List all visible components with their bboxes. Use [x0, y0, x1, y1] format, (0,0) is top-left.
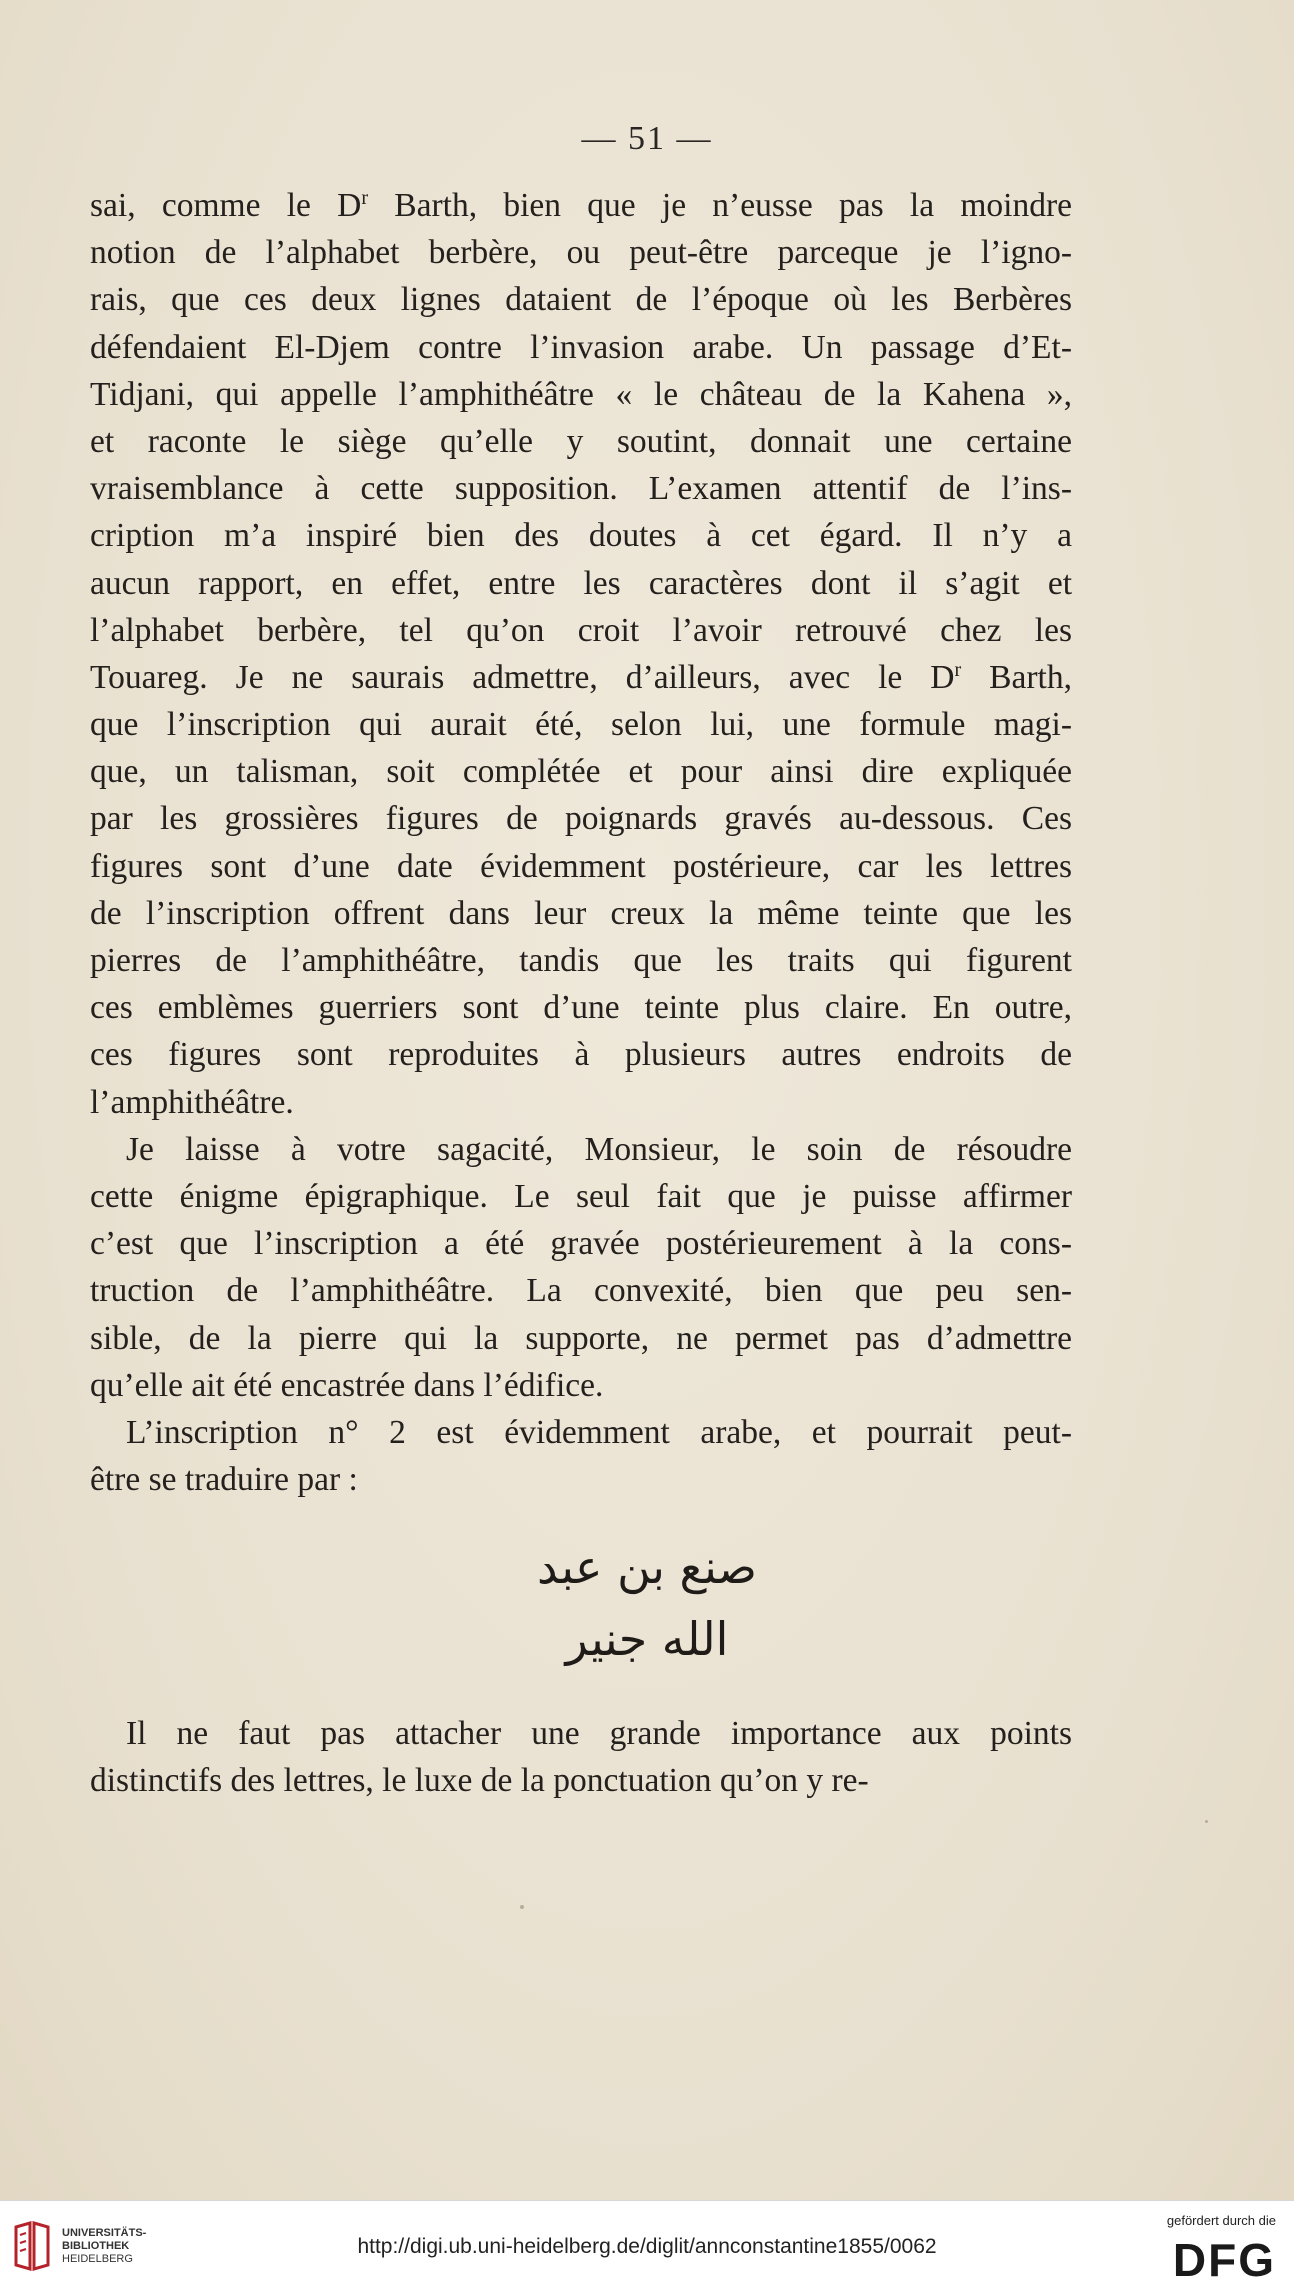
- text-line: et raconte le siège qu’elle y soutint, donnait une certaine: [90, 422, 1072, 460]
- paragraph-1: [90, 182, 1072, 1126]
- body-text-lower: [90, 1710, 1072, 1804]
- text-line: pierres de l’amphithéâtre, tandis que les traits qui figurent: [90, 942, 1072, 979]
- text-line: aucun rapport, en effet, entre les caractères dont il s’agit et: [90, 564, 1072, 602]
- permalink-url[interactable]: http://digi.ub.uni-heidelberg.de/diglit/annconstantine1855/0062: [357, 2235, 937, 2258]
- paragraph-3: [90, 1409, 1072, 1503]
- text-line: Il ne faut pas attacher une grande importance aux points: [126, 1715, 1072, 1752]
- funded-by-label: gefördert durch die: [1166, 2213, 1276, 2228]
- text-line: défendaient El-Djem contre l’invasion arabe. Un passage d’Et-: [90, 328, 1072, 366]
- arabic-inscription-line-1: صنع بن عبد: [537, 1540, 757, 1594]
- digitization-footer: [0, 2200, 1294, 2293]
- text-line: ces figures sont reproduites à plusieurs autres endroits de: [90, 1036, 1072, 1074]
- text-line: l’amphithéâtre.: [90, 1083, 294, 1121]
- paper-speck: [520, 1905, 524, 1909]
- paragraph-4: [90, 1710, 1072, 1804]
- page-number: — 51 —: [581, 120, 713, 157]
- text-line: Je laisse à votre sagacité, Monsieur, le soin de résoudre: [126, 1130, 1072, 1168]
- text-line: sible, de la pierre qui la supporte, ne permet pas d’admettre: [90, 1319, 1072, 1357]
- arabic-inscription-line-2: الله جنير: [565, 1612, 729, 1666]
- text-line: c’est que l’inscription a été gravée postérieurement à la cons-: [90, 1225, 1072, 1263]
- paper-speck: [1205, 1820, 1208, 1823]
- text-line: que, un talisman, soit complétée et pour ainsi dire expliquée: [90, 753, 1072, 791]
- library-name-line-1: UNIVERSITÄTS-: [62, 2227, 147, 2239]
- text-line: qu’elle ait été encastrée dans l’édifice.: [90, 1366, 604, 1404]
- dfg-logo: DFG: [1172, 2234, 1276, 2286]
- library-name-line-2: BIBLIOTHEK: [62, 2240, 130, 2252]
- text-line: distinctifs des lettres, le luxe de la ponctuation qu’on y re-: [90, 1762, 869, 1800]
- text-line: cette énigme épigraphique. Le seul fait que je puisse affirmer: [90, 1177, 1072, 1215]
- text-line: cription m’a inspiré bien des doutes à cet égard. Il n’y a: [90, 517, 1072, 555]
- text-line: par les grossières figures de poignards gravés au-dessous. Ces: [90, 800, 1072, 838]
- paragraph-2: [90, 1126, 1072, 1409]
- text-line: Touareg. Je ne saurais admettre, d’ailleurs, avec le $D^r$ Barth,: [90, 658, 1072, 696]
- text-line: être se traduire par :: [90, 1461, 358, 1499]
- text-line: vraisemblance à cette supposition. L’examen attentif de l’ins-: [90, 470, 1072, 508]
- text-line: que l’inscription qui aurait été, selon lui, une formule magi-: [90, 706, 1072, 744]
- text-line: de l’inscription offrent dans leur creux la même teinte que les: [90, 894, 1072, 932]
- text-line: notion de l’alphabet berbère, ou peut-être parceque je l’igno-: [90, 234, 1072, 272]
- text-line: l’alphabet berbère, tel qu’on croit l’avoir retrouvé chez les: [90, 611, 1072, 649]
- text-line: figures sont d’une date évidemment postérieure, car les lettres: [90, 847, 1072, 885]
- text-line: L’inscription n° 2 est évidemment arabe, et pourrait peut-: [126, 1413, 1072, 1451]
- text-line: ces emblèmes guerriers sont d’une teinte plus claire. En outre,: [90, 989, 1072, 1027]
- library-name-line-3: HEIDELBERG: [62, 2253, 133, 2265]
- body-text-upper: [90, 182, 1072, 1503]
- text-line: rais, que ces deux lignes dataient de l’époque où les Berbères: [90, 281, 1072, 319]
- text-line: Tidjani, qui appelle l’amphithéâtre « le château de la Kahena »,: [90, 375, 1072, 413]
- text-line: sai, comme le $D^r$ Barth, bien que je n’eusse pas la moindre: [90, 186, 1073, 224]
- text-line: truction de l’amphithéâtre. La convexité, bien que peu sen-: [90, 1272, 1072, 1310]
